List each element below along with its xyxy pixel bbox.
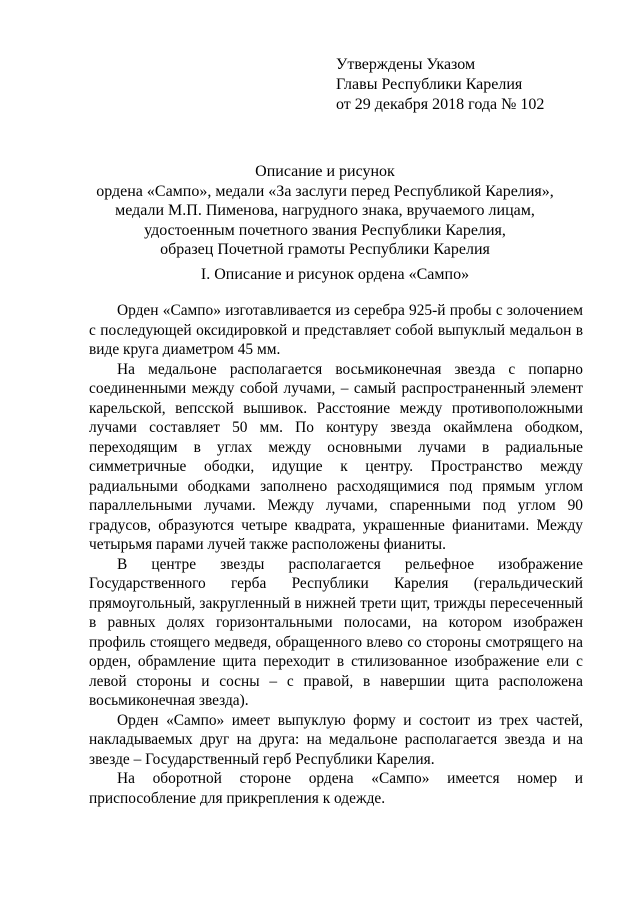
title-line: медали М.П. Пименова, нагрудного знака, вручаемого лицам,	[115, 202, 535, 219]
paragraph: На оборотной стороне ордена «Сампо» имеется номер и приспособление для прикрепления к одежде.	[89, 770, 583, 807]
approval-block	[336, 55, 544, 115]
title-line: ордена «Сампо», медали «За заслуги перед Республикой Карелия»,	[96, 182, 554, 200]
paragraph: В центре звезды располагается рельефное изображение Государственного герба Республики Карелия (геральдический прямоугольный, закругленный в нижней трети щит, трижды пересеченный в равных долях горизонтальными полосами, на котором изображен профиль стоящего медведя, обращенного влево со стороны смотрящего на орден, обрамление щита переходит в стилизованное изображение ели с левой стороны и сосны – с правой, в навершии щита расположена восьмиконечная звезда).	[89, 555, 583, 709]
title-line: образец Почетной грамоты Республики Карелия	[160, 241, 490, 258]
paragraph: На медальоне располагается восьмиконечная звезда с попарно соединенными между собой лучами, – самый распространенный элемент карельской, вепсской вышивок. Расстояние между противоположными лучами составляет 50 мм. По контуру звезда окаймлена ободком, переходящим в углах между основными лучами в радиальные симметричные ободки, идущие к центру. Пространство между радиальными ободками заполнено расходящимися под прямым углом параллельными лучами. Между лучами, спаренными под углом 90 градусов, образуются четыре квадрата, украшенные фианитами. Между четырьмя парами лучей также расположены фианиты.	[89, 360, 583, 553]
approval-line: Главы Республики Карелия	[336, 76, 523, 93]
paragraph: Орден «Сампо» изготавливается из серебра 925-й пробы с золочением с последующей оксидировкой и представляет собой выпуклый медальон в виде круга диаметром 45 мм.	[89, 302, 583, 358]
document-title	[80, 162, 570, 260]
section-body	[89, 301, 583, 808]
section-heading: I. Описание и рисунок ордена «Сампо»	[200, 266, 470, 283]
approval-line: Утверждены Указом	[336, 56, 476, 73]
title-line: удостоенным почетного звания Республики Карелия,	[144, 221, 506, 239]
paragraph: Орден «Сампо» имеет выпуклую форму и состоит из трех частей, накладываемых друг на друга: на медальоне располагается звезда и на звезде – Государственный герб Республики Карелия.	[89, 711, 583, 768]
approval-line: от 29 декабря 2018 года № 102	[336, 96, 545, 113]
title-line: Описание и рисунок	[255, 163, 395, 180]
